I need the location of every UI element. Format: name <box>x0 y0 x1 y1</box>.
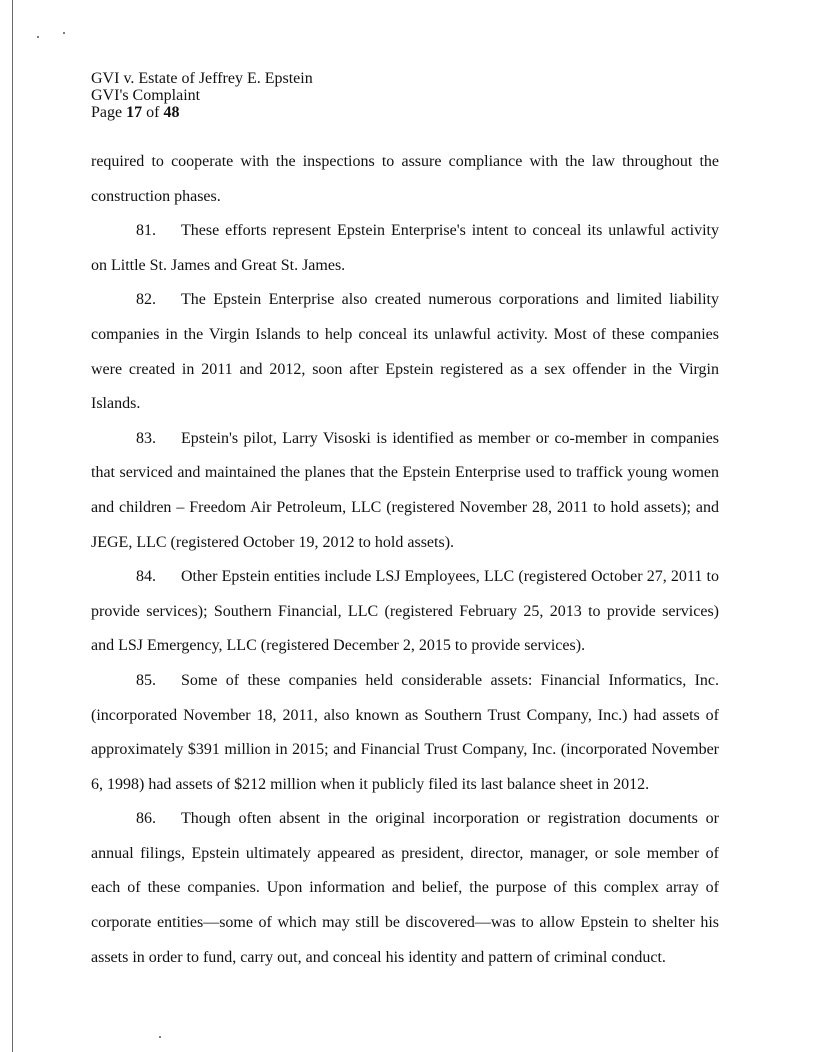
paragraph-text: The Epstein Enterprise also created numerous corporations and limited liability companies in the Virgin Islands to help conceal its unlawful activity. Most of these companies were created in 2011 and 2012, soon after Epstein registered as a sex offender in the Virgin Islands. <box>91 291 719 413</box>
paragraph-number: 81. <box>136 222 156 240</box>
page-of: of <box>142 104 164 121</box>
left-margin-rule <box>12 0 13 1052</box>
paragraph-82 <box>91 283 719 421</box>
paragraph-text: Epstein's pilot, Larry Visoski is identified as member or co-member in companies that serviced and maintained the planes that the Epstein Enterprise used to traffick young women and children – Freedom Air Petroleum, LLC (registered November 28, 2011 to hold assets); and JEGE, LLC (registered October 19, 2012 to hold assets). <box>91 429 719 551</box>
document-title: GVI's Complaint <box>91 87 201 104</box>
page-total: 48 <box>163 104 180 121</box>
paragraph-86 <box>91 802 719 975</box>
paragraph-number: 83. <box>136 429 156 447</box>
paragraph-83 <box>91 422 719 560</box>
paragraph-number: 84. <box>136 568 156 586</box>
paragraph-text: Some of these companies held considerable assets: Financial Informatics, Inc. (incorporated November 18, 2011, also known as Southern Trust Company, Inc.) had assets of approximately $391 million in 2015; and Financial Trust Company, Inc. (incorporated November 6, 1998) had assets of $212 million when it publicly filed its last balance sheet in 2012. <box>91 671 719 793</box>
paragraph-text: Though often absent in the original incorporation or registration documents or annual filings, Epstein ultimately appeared as president, director, manager, or sole member of each of these companies. Upon information and belief, the purpose of this complex array of corporate entities—some of which may still be discovered—was to allow Epstein to shelter his assets in order to fund, carry out, and conceal his identity and pattern of criminal conduct. <box>91 810 719 966</box>
paragraph-text: Other Epstein entities include LSJ Employees, LLC (registered October 27, 2011 to provide services); Southern Financial, LLC (registered February 25, 2013 to provide services) and LSJ Emergency, LLC (registered December 2, 2015 to provide services). <box>91 568 719 655</box>
page-prefix: Page <box>91 104 127 121</box>
page-number-line <box>91 104 313 121</box>
paragraph-85 <box>91 664 719 802</box>
paragraph-number: 82. <box>136 291 156 309</box>
page-current: 17 <box>126 104 143 121</box>
scan-speck <box>37 36 39 38</box>
scan-speck <box>63 32 65 34</box>
paragraph-number: 86. <box>136 810 156 828</box>
continuation-paragraph: required to cooperate with the inspections to assure compliance with the law throughout the construction phases. <box>91 153 719 205</box>
page-header <box>91 70 313 121</box>
paragraph-81 <box>91 214 719 283</box>
paragraph-text: These efforts represent Epstein Enterprise's intent to conceal its unlawful activity on Little St. James and Great St. James. <box>91 222 719 274</box>
paragraph-84 <box>91 560 719 664</box>
case-caption: GVI v. Estate of Jeffrey E. Epstein <box>91 70 313 87</box>
document-body <box>91 145 719 975</box>
scan-speck <box>159 1036 161 1038</box>
paragraph-number: 85. <box>136 671 156 689</box>
